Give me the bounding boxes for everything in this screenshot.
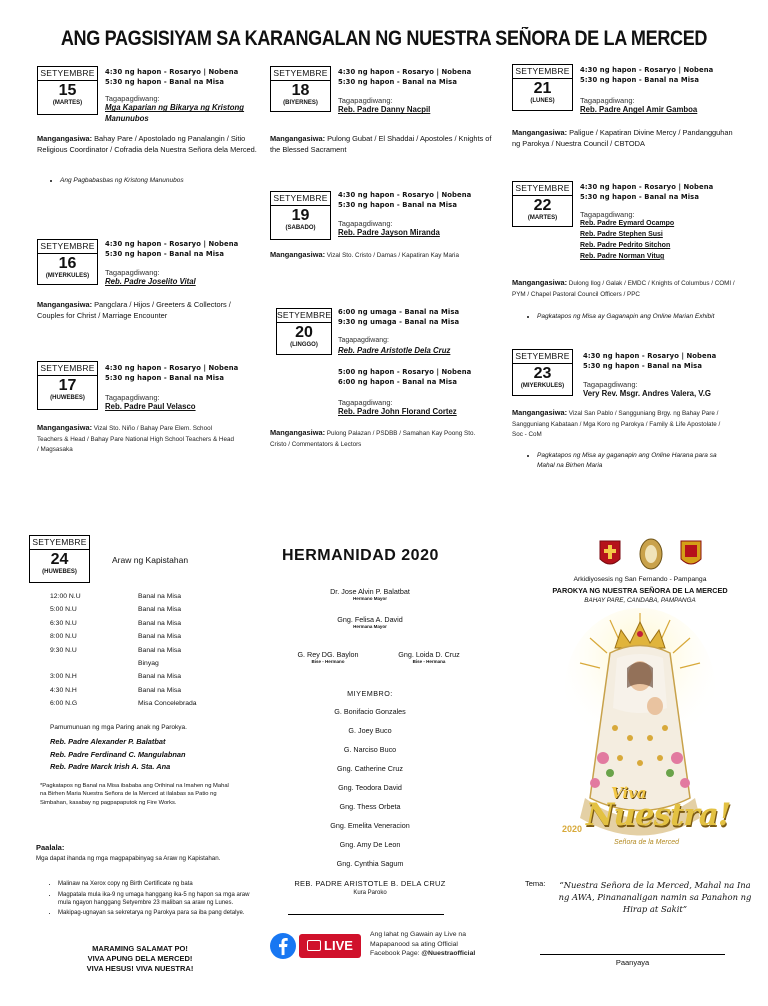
schedule-event: Misa Concelebrada	[138, 700, 197, 708]
schedule-event: Banal na Misa	[138, 593, 182, 600]
schedule-row	[50, 700, 250, 713]
logo-subtitle: Señora de la Merced	[614, 839, 679, 846]
mangangasiwa-text: Dulong Ilog / Galak / EMDC / Knights of Columbus / COMI / PYM / Chapel Pastoral Council Officers / PPC	[512, 280, 735, 298]
mangangasiwa-20	[270, 428, 485, 449]
date-box-17	[37, 361, 98, 410]
kura-paroko-role: Kura Paroko	[353, 890, 387, 896]
mangangasiwa-23	[512, 408, 727, 440]
schedule-event: Banal na Misa	[138, 686, 182, 694]
schedule-line: 6:00 ng hapon - Banal na Misa	[338, 377, 458, 386]
mangangasiwa-text: Pangclara / Hijos / Greeters & Collectors / Couples for Christ / Marriage Encounter	[37, 300, 231, 320]
mangangasiwa-text: Pulong Palazan / PSDBB / Samahan Kay Poong Sto. Cristo / Commentators & Lectors	[270, 430, 476, 448]
live-text: Facebook Page:	[370, 950, 422, 958]
month-label: SETYEMBRE	[513, 350, 572, 364]
day-number: 17	[58, 376, 77, 394]
schedule-line: 5:30 ng hapon - Banal na Misa	[580, 75, 700, 84]
mangangasiwa-18	[270, 134, 495, 155]
hermanidad-title: HERMANIDAD 2020	[282, 547, 439, 564]
month-label: SETYEMBRE	[38, 240, 97, 254]
member-name: Gng. Cynthia Sagum	[336, 859, 404, 868]
schedule-line: 4:30 ng hapon - Rosaryo | Nobena	[580, 66, 714, 74]
live-text: Ang lahat ng Gawain ay Live na	[370, 931, 466, 938]
priest-name: Reb. Padre Joselito Vital	[105, 277, 196, 287]
schedule-time: 6:00 N.G	[50, 700, 78, 708]
tagapagdiwang-label: Tagapagdiwang:	[105, 393, 160, 402]
celebrant-20b	[338, 398, 457, 418]
priest-name: Reb. Padre Pedrito Sitchon	[580, 242, 671, 250]
schedule-time: 8:00 N.U	[50, 633, 77, 641]
day-number: 23	[533, 364, 552, 382]
schedule-row	[50, 647, 250, 660]
logo-viva: Viva	[611, 784, 647, 802]
weekday: (BIYERNES)	[283, 100, 318, 107]
date-box-15	[37, 66, 98, 115]
mangangasiwa-16	[37, 300, 257, 321]
tagapagdiwang-label: Tagapagdiwang:	[580, 96, 635, 105]
schedule-event: Banal na Misa	[138, 619, 182, 627]
weekday: (SABADO)	[285, 225, 316, 232]
schedule-line: 5:00 ng hapon - Rosaryo | Nobena	[338, 368, 472, 376]
schedule-event: Banal na Misa	[138, 606, 182, 614]
celebrant-18	[338, 96, 430, 116]
schedule-time: 5:00 N.U	[50, 606, 77, 614]
mangangasiwa-15	[37, 134, 257, 155]
schedule-line: 5:30 ng hapon - Banal na Misa	[580, 192, 700, 201]
schedule-line: 5:30 ng hapon - Banal na Misa	[105, 77, 225, 86]
live-label: LIVE	[324, 938, 353, 953]
tagapagdiwang-label: Tagapagdiwang:	[105, 94, 160, 103]
parish-seal-icon	[640, 539, 662, 569]
schedule-16	[105, 240, 238, 259]
parish-name: PAROKYA NG NUESTRA SEÑORA DE LA MERCED	[552, 586, 728, 595]
schedule-19	[338, 191, 471, 210]
schedule-event: Banal na Misa	[138, 633, 182, 641]
son-priests	[50, 736, 186, 774]
pamumunuan-text: Pamumunuan ng mga Paring anak ng Parokya.	[50, 724, 187, 731]
schedule-line: 4:30 ng hapon - Rosaryo | Nobena	[338, 191, 472, 199]
member-name: Gng. Loida D. Cruz	[398, 650, 460, 659]
paalala-item: • Magpatala mula ika-9 ng umaga hanggang ika-5 ng hapon sa mga araw mula ngayon hanggang Setyembre 23 maliban sa araw ng Lunes.	[58, 892, 255, 908]
diocese-name: Arkidiyosesis ng San Fernando - Pampanga	[573, 576, 707, 583]
signature-line	[540, 954, 725, 955]
schedule-line: 5:30 ng hapon - Banal na Misa	[105, 373, 225, 382]
mangangasiwa-17	[37, 423, 237, 455]
feast-day-heading: Araw ng Kapistahan	[112, 555, 189, 565]
viva-nuestra-logo	[556, 776, 736, 866]
schedule-line: 6:00 ng umaga - Banal na Misa	[338, 308, 460, 316]
paalala-title: Paalala:	[36, 843, 65, 852]
priest-name: Mga Kaparian ng Bikarya ng Kristong	[105, 103, 245, 113]
tagapagdiwang-label: Tagapagdiwang:	[338, 219, 393, 228]
mangangasiwa-label: Mangangasiwa:	[270, 134, 326, 143]
weekday: (LINGGO)	[290, 342, 318, 349]
schedule-21	[580, 66, 713, 85]
hermana-mayor	[290, 615, 450, 630]
mangangasiwa-label: Mangangasiwa:	[37, 300, 93, 309]
month-label: SETYEMBRE	[277, 309, 331, 323]
mangangasiwa-text: Pulong Gubat / El Shaddai / Apostoles / Knights of the Blessed Sacrament	[270, 134, 492, 154]
schedule-20-morning	[338, 308, 459, 327]
paalala-intro: Mga dapat ihanda ng mga magpapabinyag sa Araw ng Kapistahan.	[36, 855, 221, 862]
note-list-22	[527, 312, 727, 322]
mangangasiwa-text: Paligue / Kapatiran Divine Mercy / Pandangguhan ng Parokya / Nuestra Council / CBTODA	[512, 128, 733, 148]
schedule-line: 5:30 ng hapon - Banal na Misa	[105, 249, 225, 258]
schedule-event: Binyag	[138, 659, 159, 667]
mangangasiwa-text: Vizal Sto. Cristo / Damas / Kapatiran Kay Maria	[325, 252, 459, 259]
weekday: (HUWEBES)	[50, 395, 85, 402]
tema-label: Tema:	[525, 879, 546, 888]
date-box-18	[270, 66, 331, 112]
mangangasiwa-21	[512, 128, 737, 149]
video-icon	[307, 940, 321, 951]
member-name: Gng. Felisa A. David	[337, 615, 403, 624]
date-box-21	[512, 64, 573, 111]
schedule-line: 4:30 ng hapon - Rosaryo | Nobena	[338, 68, 472, 76]
weekday: (HUWEBES)	[42, 569, 77, 576]
member-name: Gng. Teodora David	[338, 783, 402, 792]
schedule-line: 4:30 ng hapon - Rosaryo | Nobena	[580, 183, 714, 191]
logo-year: 2020	[562, 824, 583, 834]
mangangasiwa-19	[270, 250, 485, 261]
schedule-line: 5:30 ng hapon - Banal na Misa	[583, 361, 703, 370]
member-name: G. Narciso Buco	[343, 745, 397, 754]
day-number: 16	[58, 254, 77, 272]
weekday: (LUNES)	[530, 98, 555, 105]
note-item: • Pagkatapos ng Misa ay gaganapin ang Online Harana para sa Mahal na Birhen Maria	[537, 451, 727, 471]
son-priest: Reb. Padre Marck Irish A. Sta. Ana	[50, 762, 171, 772]
date-box-23	[512, 349, 573, 396]
schedule-row	[50, 593, 250, 606]
day-number: 19	[291, 206, 310, 224]
tagapagdiwang-label: Tagapagdiwang:	[105, 268, 160, 277]
miyembro-label: MIYEMBRO:	[347, 689, 393, 698]
parish-seals	[595, 537, 705, 571]
priest-name: Reb. Padre Eymard Ocampo	[580, 220, 675, 228]
schedule-time	[50, 660, 138, 673]
tagapagdiwang-label: Tagapagdiwang:	[580, 210, 635, 219]
schedule-line: 4:30 ng hapon - Rosaryo | Nobena	[105, 240, 239, 248]
priest-name: Reb. Padre Aristotle Dela Cruz	[338, 345, 451, 355]
weekday: (MARTES)	[527, 215, 558, 222]
thanks-line: VIVA HESUS! VIVA NUESTRA!	[86, 964, 194, 974]
schedule-time: 12:00 N.U	[50, 593, 81, 600]
parish-address: BAHAY PARE, CANDABA, PAMPANGA	[584, 597, 696, 604]
schedule-line: 5:30 ng hapon - Banal na Misa	[338, 200, 458, 209]
member-list	[300, 707, 440, 878]
celebrant-20a	[338, 337, 450, 356]
celebrant-22	[580, 210, 674, 263]
day-number: 20	[295, 323, 313, 341]
priest-name: Reb. Padre Jayson Miranda	[338, 228, 440, 238]
member-role: Bise - Hermana	[412, 659, 446, 664]
member-name: G. Rey DG. Baylon	[297, 650, 359, 659]
tagapagdiwang-label: Tagapagdiwang:	[338, 398, 393, 407]
mangangasiwa-label: Mangangasiwa:	[270, 428, 326, 437]
paalala-item: • Makipag-ugnayan sa sekretarya ng Parokya para sa iba pang detalye.	[58, 910, 255, 918]
mangangasiwa-label: Mangangasiwa:	[512, 408, 568, 417]
tagapagdiwang-label: Tagapagdiwang:	[338, 337, 389, 344]
schedule-23	[583, 352, 716, 371]
schedule-line: 5:30 ng hapon - Banal na Misa	[338, 77, 458, 86]
schedule-18	[338, 68, 471, 87]
day-number: 15	[58, 81, 77, 99]
day-number: 21	[533, 79, 552, 97]
weekday: (MARTES)	[52, 100, 83, 107]
divider	[288, 914, 444, 915]
month-label: SETYEMBRE	[271, 192, 330, 206]
priest-name: Reb. Padre Paul Velasco	[105, 402, 196, 412]
celebrant-19	[338, 219, 440, 239]
member-name: Gng. Amy De Leon	[339, 840, 401, 849]
schedule-line: 9:30 ng umaga - Banal na Misa	[338, 317, 460, 326]
son-priest: Reb. Padre Ferdinand C. Mangulabnan	[50, 749, 186, 759]
schedule-line: 4:30 ng hapon - Rosaryo | Nobena	[105, 68, 239, 76]
logo-nuestra: Nuestra!	[586, 797, 731, 833]
date-box-22	[512, 181, 573, 227]
note-item: • Pagkatapos ng Misa ay Gaganapin ang Online Marian Exhibit	[537, 312, 727, 322]
month-label: SETYEMBRE	[38, 67, 97, 81]
paalala-item: • Malinaw na Xerox copy ng Birth Certificate ng bata	[58, 881, 255, 889]
schedule-line: 4:30 ng hapon - Rosaryo | Nobena	[583, 352, 717, 360]
member-name: G. Bonifacio Gonzales	[334, 707, 406, 716]
date-box-24	[29, 535, 90, 583]
schedule-event: Banal na Misa	[138, 646, 182, 654]
day-number: 18	[291, 81, 310, 99]
municipal-seal-icon	[681, 541, 701, 564]
month-label: SETYEMBRE	[271, 67, 330, 81]
schedule-row	[50, 620, 250, 633]
schedule-row	[50, 660, 250, 673]
member-name: Gng. Catherine Cruz	[337, 764, 403, 773]
mangangasiwa-text: Vizal San Pablo / Sangguniang Brgy. ng Bahay Pare / Sangguniang Kabataan / Mga Koro ng Parokya / Family & Life Apostolate / Soc - CoM	[512, 410, 721, 439]
live-badge	[299, 934, 361, 958]
hermano-mayor	[290, 587, 450, 602]
note-list-23	[527, 451, 727, 471]
month-label: SETYEMBRE	[38, 362, 97, 376]
date-box-20	[276, 308, 332, 355]
paalala-list	[50, 881, 255, 921]
schedule-event: Banal na Misa	[138, 673, 182, 681]
celebrant-15	[105, 94, 265, 124]
schedule-line: 4:30 ng hapon - Rosaryo | Nobena	[105, 364, 239, 372]
schedule-time: 3:00 N.H	[50, 673, 77, 681]
schedule-17	[105, 364, 238, 383]
member-name: Dr. Jose Alvin P. Balatbat	[330, 587, 410, 596]
facebook-icon	[270, 933, 296, 959]
priest-name: Very Rev. Msgr. Andres Valera, V.G	[583, 389, 711, 399]
mangangasiwa-22	[512, 278, 737, 299]
mangangasiwa-label: Mangangasiwa:	[512, 128, 568, 137]
archdiocese-seal-icon	[600, 541, 620, 564]
member-name: G. Joey Buco	[348, 726, 392, 735]
schedule-row	[50, 687, 250, 700]
date-box-16	[37, 239, 98, 285]
schedule-time: 4:30 N.H	[50, 686, 77, 694]
son-priest: Reb. Padre Alexander P. Balatbat	[50, 737, 166, 746]
feast-schedule	[50, 593, 250, 714]
schedule-22	[580, 183, 713, 202]
bise-hermano	[283, 650, 373, 665]
note-list-15	[50, 176, 260, 186]
schedule-15	[105, 68, 238, 87]
mangangasiwa-text: Vizal Sto. Niño / Bahay Pare Elem. School Teachers & Head / Bahay Pare National High School Teachers & Head / Magsasaka	[37, 425, 234, 454]
schedule-time: 9:30 N.U	[50, 646, 77, 654]
kura-paroko-name: REB. PADRE ARISTOTLE B. DELA CRUZ	[294, 879, 446, 888]
member-role: Hermano Mayor	[352, 596, 387, 601]
month-label: SETYEMBRE	[513, 182, 572, 196]
priest-name: Reb. Padre Danny Nacpil	[338, 105, 431, 115]
celebrant-23	[583, 380, 711, 400]
priest-name: Reb. Padre Angel Amir Gamboa	[580, 105, 698, 115]
date-box-19	[270, 191, 331, 240]
schedule-row	[50, 633, 250, 646]
priest-name: Reb. Padre John Florand Cortez	[338, 407, 457, 417]
celebrant-21	[580, 96, 697, 116]
priest-name-cont: Manunubos	[105, 113, 149, 123]
weekday: (MIYERKULES)	[520, 383, 565, 390]
tagapagdiwang-label: Tagapagdiwang:	[338, 96, 393, 105]
tema-text: “Nuestra Señora de la Merced, Mahal na Ina ng AWA, Pinananaligan namin sa Panahon ng Hirap at Sakit”	[558, 880, 752, 915]
thanks-line: VIVA APUNG DELA MERCED!	[87, 954, 193, 964]
feast-note: *Pagkatapos ng Banal na Misa ibababa ang Orihinal na Imahen ng Mahal na Birhen Maria Nuestra Señora de la Merced at ilalabas sa Patio ng Simbahan, kasabay ng pagpapaputok ng Fire Works.	[40, 783, 229, 806]
live-info	[370, 930, 475, 959]
month-label: SETYEMBRE	[30, 536, 89, 550]
day-number: 24	[50, 550, 69, 568]
day-number: 22	[533, 196, 552, 214]
member-role: Hermana Mayor	[353, 624, 387, 629]
mangangasiwa-label: Mangangasiwa:	[270, 250, 326, 259]
priest-name: Reb. Padre Stephen Susi	[580, 231, 663, 239]
page-title: ANG PAGSISIYAM SA KARANGALAN NG NUESTRA SEÑORA DE LA MERCED	[60, 27, 708, 50]
celebrant-17	[105, 393, 196, 413]
schedule-row	[50, 673, 250, 686]
member-role: Bise - Hermano	[311, 659, 345, 664]
thanks-block	[40, 944, 240, 974]
mangangasiwa-text: Bahay Pare / Apostolado ng Panalangin / Sitio Religious Coordinator / Cofradia dela Nuestra Señora dela Merced.	[37, 134, 257, 154]
tagapagdiwang-label: Tagapagdiwang:	[583, 380, 638, 389]
month-label: SETYEMBRE	[513, 65, 572, 79]
mangangasiwa-label: Mangangasiwa:	[512, 278, 568, 287]
thanks-line: MARAMING SALAMAT PO!	[92, 944, 188, 953]
schedule-row	[50, 606, 250, 619]
schedule-20-evening	[338, 368, 471, 387]
note-item: • Ang Pagbabasbas ng Kristong Manunubos	[60, 176, 260, 186]
weekday: (MIYERKULES)	[45, 273, 90, 280]
mangangasiwa-label: Mangangasiwa:	[37, 134, 93, 143]
member-name: Gng. Emelita Veneracion	[330, 821, 410, 830]
live-text: Mapapanood sa ating Official	[370, 940, 458, 948]
member-name: Gng. Thess Orbeta	[339, 802, 401, 811]
fb-page-handle: @Nuestraofficial	[421, 950, 476, 958]
bise-hermana	[384, 650, 474, 665]
mangangasiwa-label: Mangangasiwa:	[37, 423, 93, 432]
priest-name: Reb. Padre Norman Vitug	[580, 252, 665, 260]
paanyaya-label: Paanyaya	[615, 958, 650, 967]
celebrant-16	[105, 268, 196, 288]
schedule-time: 6:30 N.U	[50, 619, 77, 627]
